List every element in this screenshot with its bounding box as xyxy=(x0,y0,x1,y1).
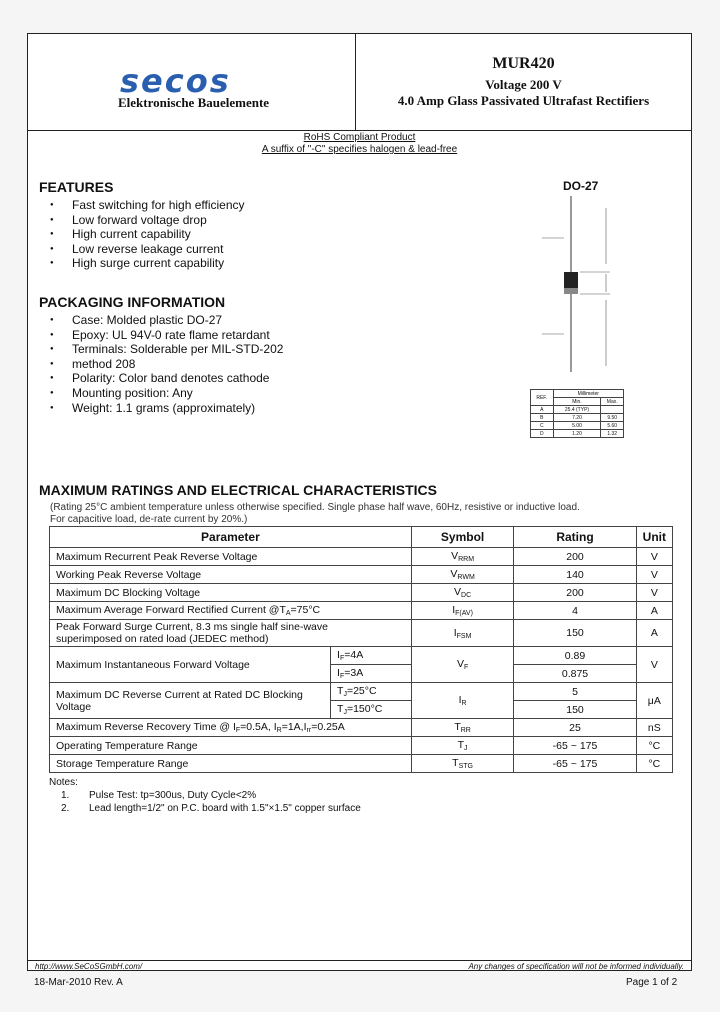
logo-subtitle: Elektronische Bauelemente xyxy=(118,95,270,110)
param-cell: Operating Temperature Range xyxy=(50,737,412,755)
symbol-sub: R xyxy=(461,700,467,707)
table-row xyxy=(531,406,624,414)
col-unit: Unit xyxy=(636,527,672,548)
list-item: ● Case: Molded plastic DO-27 xyxy=(50,313,283,328)
dim-cell: D xyxy=(531,430,554,438)
col-symbol: Symbol xyxy=(411,527,514,548)
ratings-condition: (Rating 25°C ambient temperature unless otherwise specified. Single phase half wave, 60Hz, resistive or inductive load. xyxy=(50,502,580,513)
symbol-sub: RR xyxy=(460,727,471,734)
symbol: T xyxy=(457,739,465,751)
note-2 xyxy=(49,802,361,815)
part-description: 4.0 Amp Glass Passivated Ultrafast Rectifiers xyxy=(397,93,650,108)
symbol: I xyxy=(452,604,456,616)
rating-cell: 0.875 xyxy=(514,665,636,683)
cond-sym: I xyxy=(337,649,340,661)
footer-url[interactable]: http://www.SeCoSGmbH.com/ xyxy=(35,962,143,971)
cond-sym: T xyxy=(337,685,344,697)
note-1 xyxy=(49,789,361,802)
table-row xyxy=(531,414,624,422)
part-number: MUR420 xyxy=(492,55,555,72)
symbol-cell xyxy=(411,566,514,584)
dim-cell: 1.20 xyxy=(553,430,601,438)
halogen-free-line: A suffix of "-C" specifies halogen & lead-free xyxy=(261,144,458,155)
dim-cell xyxy=(601,406,624,414)
list-item: ● Terminals: Solderable per MIL-STD-202 xyxy=(50,342,283,357)
symbol-cell xyxy=(411,620,514,647)
param-line: Maximum DC Reverse Current at Rated DC Blocking xyxy=(56,688,303,701)
dim-header-ref: REF. xyxy=(531,390,554,406)
rating-cell: 150 xyxy=(514,701,636,719)
param-cell xyxy=(50,719,412,737)
param-cell xyxy=(50,620,412,647)
rating-cell: 25 xyxy=(514,719,636,737)
packaging-list xyxy=(50,313,283,415)
dim-header-unit: Millimeter xyxy=(553,390,623,398)
list-item: ● Low forward voltage drop xyxy=(50,213,245,228)
features-list xyxy=(50,198,245,271)
cond-sym: I xyxy=(337,667,340,679)
symbol-cell xyxy=(411,602,514,620)
symbol-cell xyxy=(411,719,514,737)
condition-cell xyxy=(331,683,412,701)
table-row xyxy=(50,584,673,602)
datasheet-page xyxy=(27,33,692,971)
note-number: 1. xyxy=(61,790,70,801)
param-line: Voltage xyxy=(56,700,92,713)
param-cell: Maximum Recurrent Peak Reverse Voltage xyxy=(50,548,412,566)
symbol: V xyxy=(456,658,464,670)
note-text: Lead length=1/2" on P.C. board with 1.5"×1.5" copper surface xyxy=(89,803,361,814)
symbol-sub: DC xyxy=(461,592,472,599)
symbol: V xyxy=(450,568,458,580)
part-voltage: Voltage 200 V xyxy=(485,77,562,92)
unit-cell: V xyxy=(636,566,672,584)
unit-cell: A xyxy=(636,602,672,620)
param-text: Maximum Average Forward Rectified Current @T xyxy=(56,604,286,616)
table-header-row xyxy=(50,527,673,548)
param-sub: R xyxy=(276,727,282,734)
dimension-table xyxy=(530,389,624,438)
unit-cell: °C xyxy=(636,755,672,773)
list-item: ● Weight: 1.1 grams (approximately) xyxy=(50,401,283,416)
param-text: =0.5A, I xyxy=(240,721,277,733)
dim-cell: 1.32 xyxy=(601,430,624,438)
ratings-title: MAXIMUM RATINGS AND ELECTRICAL CHARACTERISTICS xyxy=(39,482,437,498)
param-cell: Working Peak Reverse Voltage xyxy=(50,566,412,584)
cond-sub: J xyxy=(343,691,347,698)
cond-val: =4A xyxy=(344,649,364,661)
ratings-table xyxy=(49,526,673,773)
rating-cell: 5 xyxy=(514,683,636,701)
symbol-cell xyxy=(411,647,514,683)
note-text: Pulse Test: tp=300us, Duty Cycle<2% xyxy=(89,790,257,801)
symbol-sub: STG xyxy=(458,763,473,770)
symbol: I xyxy=(458,694,462,706)
param-text: =1A,I xyxy=(281,721,307,733)
symbol-sub: F(AV) xyxy=(455,610,473,617)
table-row xyxy=(50,620,673,647)
dim-cell: 25.4 (TYP) xyxy=(553,406,601,414)
condition-cell xyxy=(331,647,412,665)
param-text: =0.25A xyxy=(311,721,345,733)
table-row xyxy=(50,602,673,620)
cond-val: =25°C xyxy=(346,685,377,697)
notes-title: Notes: xyxy=(49,777,78,788)
rating-cell: 200 xyxy=(514,548,636,566)
dim-cell: A xyxy=(531,406,554,414)
footer-divider xyxy=(28,960,691,961)
dim-cell: C xyxy=(531,422,554,430)
param-cell xyxy=(50,602,412,620)
list-item: ● High current capability xyxy=(50,227,245,242)
rohs-line: RoHS Compliant Product xyxy=(303,132,416,143)
param-cell xyxy=(50,683,331,719)
table-row xyxy=(50,647,673,665)
list-item: ● Epoxy: UL 94V-0 rate flame retardant xyxy=(50,328,283,343)
cond-sub: F xyxy=(339,673,345,680)
unit-cell: V xyxy=(636,584,672,602)
param-tail: =75°C xyxy=(290,604,321,616)
param-sub: rr xyxy=(306,727,312,734)
dim-header-max: Max. xyxy=(601,398,624,406)
condition-cell xyxy=(331,665,412,683)
list-item-cont: method 208 xyxy=(72,356,136,371)
cond-sym: T xyxy=(337,703,344,715)
do27-outline-drawing xyxy=(528,194,628,374)
list-item: ● Low reverse leakage current xyxy=(50,242,245,257)
features-title: FEATURES xyxy=(39,179,114,195)
ratings-derate: For capacitive load, de-rate current by 20%.) xyxy=(50,514,248,525)
param-line: Peak Forward Surge Current, 8.3 ms single half sine-wave xyxy=(56,621,328,633)
footer-disclaimer: Any changes of specification will not be informed individually. xyxy=(468,962,684,971)
list-item xyxy=(50,357,283,372)
dim-header-min: Min. xyxy=(553,398,601,406)
symbol: V xyxy=(451,550,459,562)
rating-cell: 200 xyxy=(514,584,636,602)
note-number: 2. xyxy=(61,803,70,814)
package-label: DO-27 xyxy=(563,179,599,193)
table-row xyxy=(50,737,673,755)
symbol-sub: FSM xyxy=(456,632,472,640)
table-row xyxy=(531,422,624,430)
list-item: ● Polarity: Color band denotes cathode xyxy=(50,371,283,386)
dim-cell: B xyxy=(531,414,554,422)
table-row xyxy=(50,566,673,584)
rating-cell: 150 xyxy=(514,620,636,647)
revision-date: 18-Mar-2010 Rev. A xyxy=(34,977,123,988)
unit-cell: A xyxy=(636,620,672,647)
cond-val: =150°C xyxy=(346,703,383,715)
table-row xyxy=(531,430,624,438)
unit-cell: V xyxy=(636,647,672,683)
rating-cell: 140 xyxy=(514,566,636,584)
symbol-sub: J xyxy=(464,745,468,752)
cond-val: =3A xyxy=(344,667,364,679)
symbol: V xyxy=(454,586,462,598)
symbol-sub: RRM xyxy=(458,556,475,563)
rating-cell: 0.89 xyxy=(514,647,636,665)
symbol: I xyxy=(453,626,457,639)
table-row xyxy=(50,548,673,566)
notes xyxy=(49,776,361,815)
cond-sub: J xyxy=(343,709,347,716)
list-item: ● Fast switching for high efficiency xyxy=(50,198,245,213)
param-sub: F xyxy=(235,727,241,734)
dim-cell: 5.60 xyxy=(601,422,624,430)
symbol-cell xyxy=(411,737,514,755)
dim-cell: 5.00 xyxy=(553,422,601,430)
table-row xyxy=(50,683,673,701)
condition-cell xyxy=(331,701,412,719)
dim-cell: 9.50 xyxy=(601,414,624,422)
secos-logo: secos xyxy=(120,62,231,100)
param-cell: Maximum Instantaneous Forward Voltage xyxy=(50,647,331,683)
col-parameter: Parameter xyxy=(50,527,412,548)
symbol-cell xyxy=(411,683,514,719)
unit-cell: μA xyxy=(636,683,672,719)
cathode-band xyxy=(564,288,578,294)
list-item: ● Mounting position: Any xyxy=(50,386,283,401)
unit-cell: V xyxy=(636,548,672,566)
symbol: T xyxy=(452,757,459,769)
header xyxy=(28,34,691,131)
symbol-cell xyxy=(411,755,514,773)
param-text: Maximum Reverse Recovery Time @ I xyxy=(56,721,236,733)
table-row xyxy=(50,755,673,773)
dim-cell: 7.20 xyxy=(553,414,601,422)
unit-cell: nS xyxy=(636,719,672,737)
symbol: T xyxy=(454,721,461,733)
packaging-title: PACKAGING INFORMATION xyxy=(39,294,226,310)
rating-cell: -65 ~ 175 xyxy=(514,737,636,755)
param-cell: Maximum DC Blocking Voltage xyxy=(50,584,412,602)
unit-cell: °C xyxy=(636,737,672,755)
list-item: ● High surge current capability xyxy=(50,256,245,271)
table-row xyxy=(50,719,673,737)
param-line: superimposed on rated load (JEDEC method) xyxy=(56,633,269,645)
param-sub: A xyxy=(285,610,291,617)
cond-sub: F xyxy=(339,655,345,662)
symbol-sub: F xyxy=(463,664,469,671)
symbol-sub: RWM xyxy=(457,574,475,581)
symbol-cell xyxy=(411,548,514,566)
param-cell: Storage Temperature Range xyxy=(50,755,412,773)
col-rating: Rating xyxy=(514,527,636,548)
symbol-cell xyxy=(411,584,514,602)
page-number: Page 1 of 2 xyxy=(626,977,678,988)
rating-cell: 4 xyxy=(514,602,636,620)
rating-cell: -65 ~ 175 xyxy=(514,755,636,773)
